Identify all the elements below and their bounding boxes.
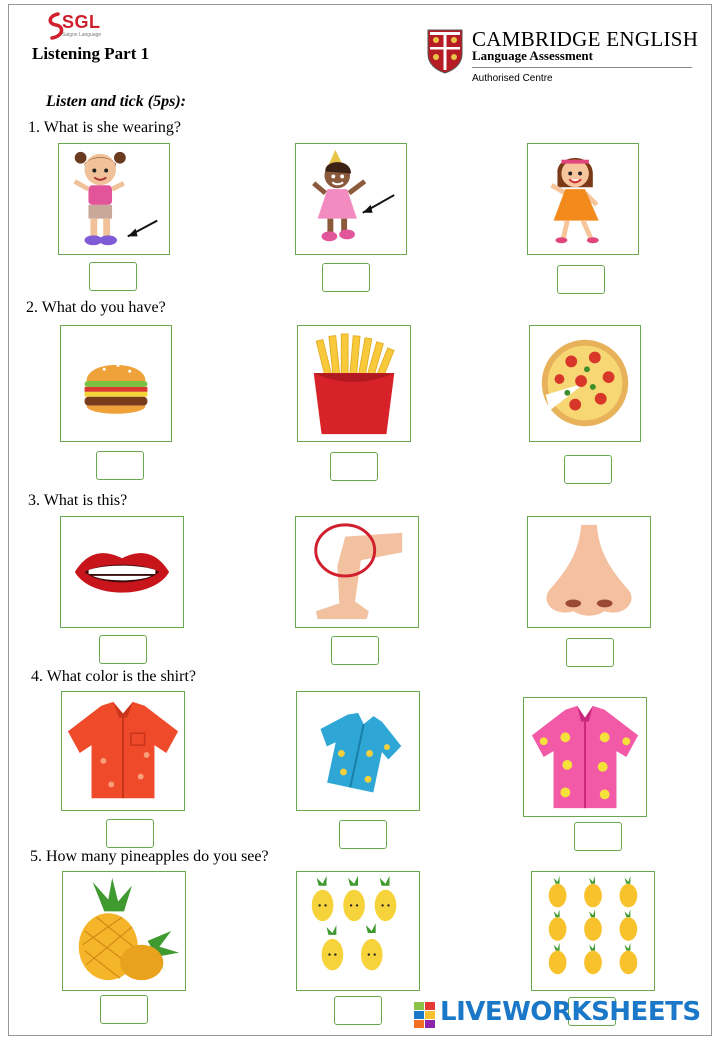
girl-with-shoes-icon[interactable] bbox=[58, 143, 170, 255]
cambridge-title: CAMBRIDGE ENGLISH bbox=[472, 27, 699, 51]
mouth-icon[interactable] bbox=[60, 516, 184, 628]
cambridge-divider bbox=[472, 67, 692, 68]
girl-orange-dress-icon[interactable] bbox=[527, 143, 639, 255]
tick-box-q1-c[interactable] bbox=[557, 265, 605, 294]
tick-box-q1-a[interactable] bbox=[89, 262, 137, 291]
cambridge-subtitle: Language Assessment bbox=[472, 48, 593, 63]
liveworksheets-logo-icon bbox=[412, 998, 438, 1032]
tick-box-q4-c[interactable] bbox=[574, 822, 622, 851]
tick-box-q3-c[interactable] bbox=[566, 638, 614, 667]
tick-box-q4-b[interactable] bbox=[339, 820, 387, 849]
two-pineapples-icon[interactable] bbox=[62, 871, 186, 991]
cambridge-shield-icon bbox=[426, 28, 464, 74]
pink-shirt-icon[interactable] bbox=[523, 697, 647, 817]
red-shirt-icon[interactable] bbox=[61, 691, 185, 811]
question-5-text: 5. How many pineapples do you see? bbox=[30, 848, 269, 865]
cambridge-authorised: Authorised Centre bbox=[472, 73, 553, 84]
tick-box-q4-a[interactable] bbox=[106, 819, 154, 848]
tick-box-q2-b[interactable] bbox=[330, 452, 378, 481]
tick-box-q5-a[interactable] bbox=[100, 995, 148, 1024]
tick-box-q2-a[interactable] bbox=[96, 451, 144, 480]
instructions: Listen and tick (5ps): bbox=[46, 93, 186, 110]
burger-icon[interactable] bbox=[60, 325, 172, 442]
nine-pineapples-icon[interactable] bbox=[531, 871, 655, 991]
knee-icon[interactable] bbox=[295, 516, 419, 628]
question-2-text: 2. What do you have? bbox=[26, 299, 166, 316]
question-1-text: 1. What is she wearing? bbox=[28, 119, 181, 136]
sgl-logo-subtitle: Saigon Language bbox=[62, 32, 102, 38]
sgl-logo-text: SGL bbox=[62, 12, 101, 32]
tick-box-q3-a[interactable] bbox=[99, 635, 147, 664]
five-pineapples-icon[interactable] bbox=[296, 871, 420, 991]
tick-box-q2-c[interactable] bbox=[564, 455, 612, 484]
girl-with-dress-icon[interactable] bbox=[295, 143, 407, 255]
fries-icon[interactable] bbox=[297, 325, 411, 442]
page-title: Listening Part 1 bbox=[32, 44, 150, 63]
question-4-text: 4. What color is the shirt? bbox=[31, 668, 196, 685]
blue-shirt-icon[interactable] bbox=[296, 691, 420, 811]
tick-box-q3-b[interactable] bbox=[331, 636, 379, 665]
question-3-text: 3. What is this? bbox=[28, 492, 128, 509]
liveworksheets-brand: LIVEWORKSHEETS bbox=[440, 997, 701, 1027]
tick-box-q1-b[interactable] bbox=[322, 263, 370, 292]
nose-icon[interactable] bbox=[527, 516, 651, 628]
tick-box-q5-b[interactable] bbox=[334, 996, 382, 1025]
pizza-icon[interactable] bbox=[529, 325, 641, 442]
